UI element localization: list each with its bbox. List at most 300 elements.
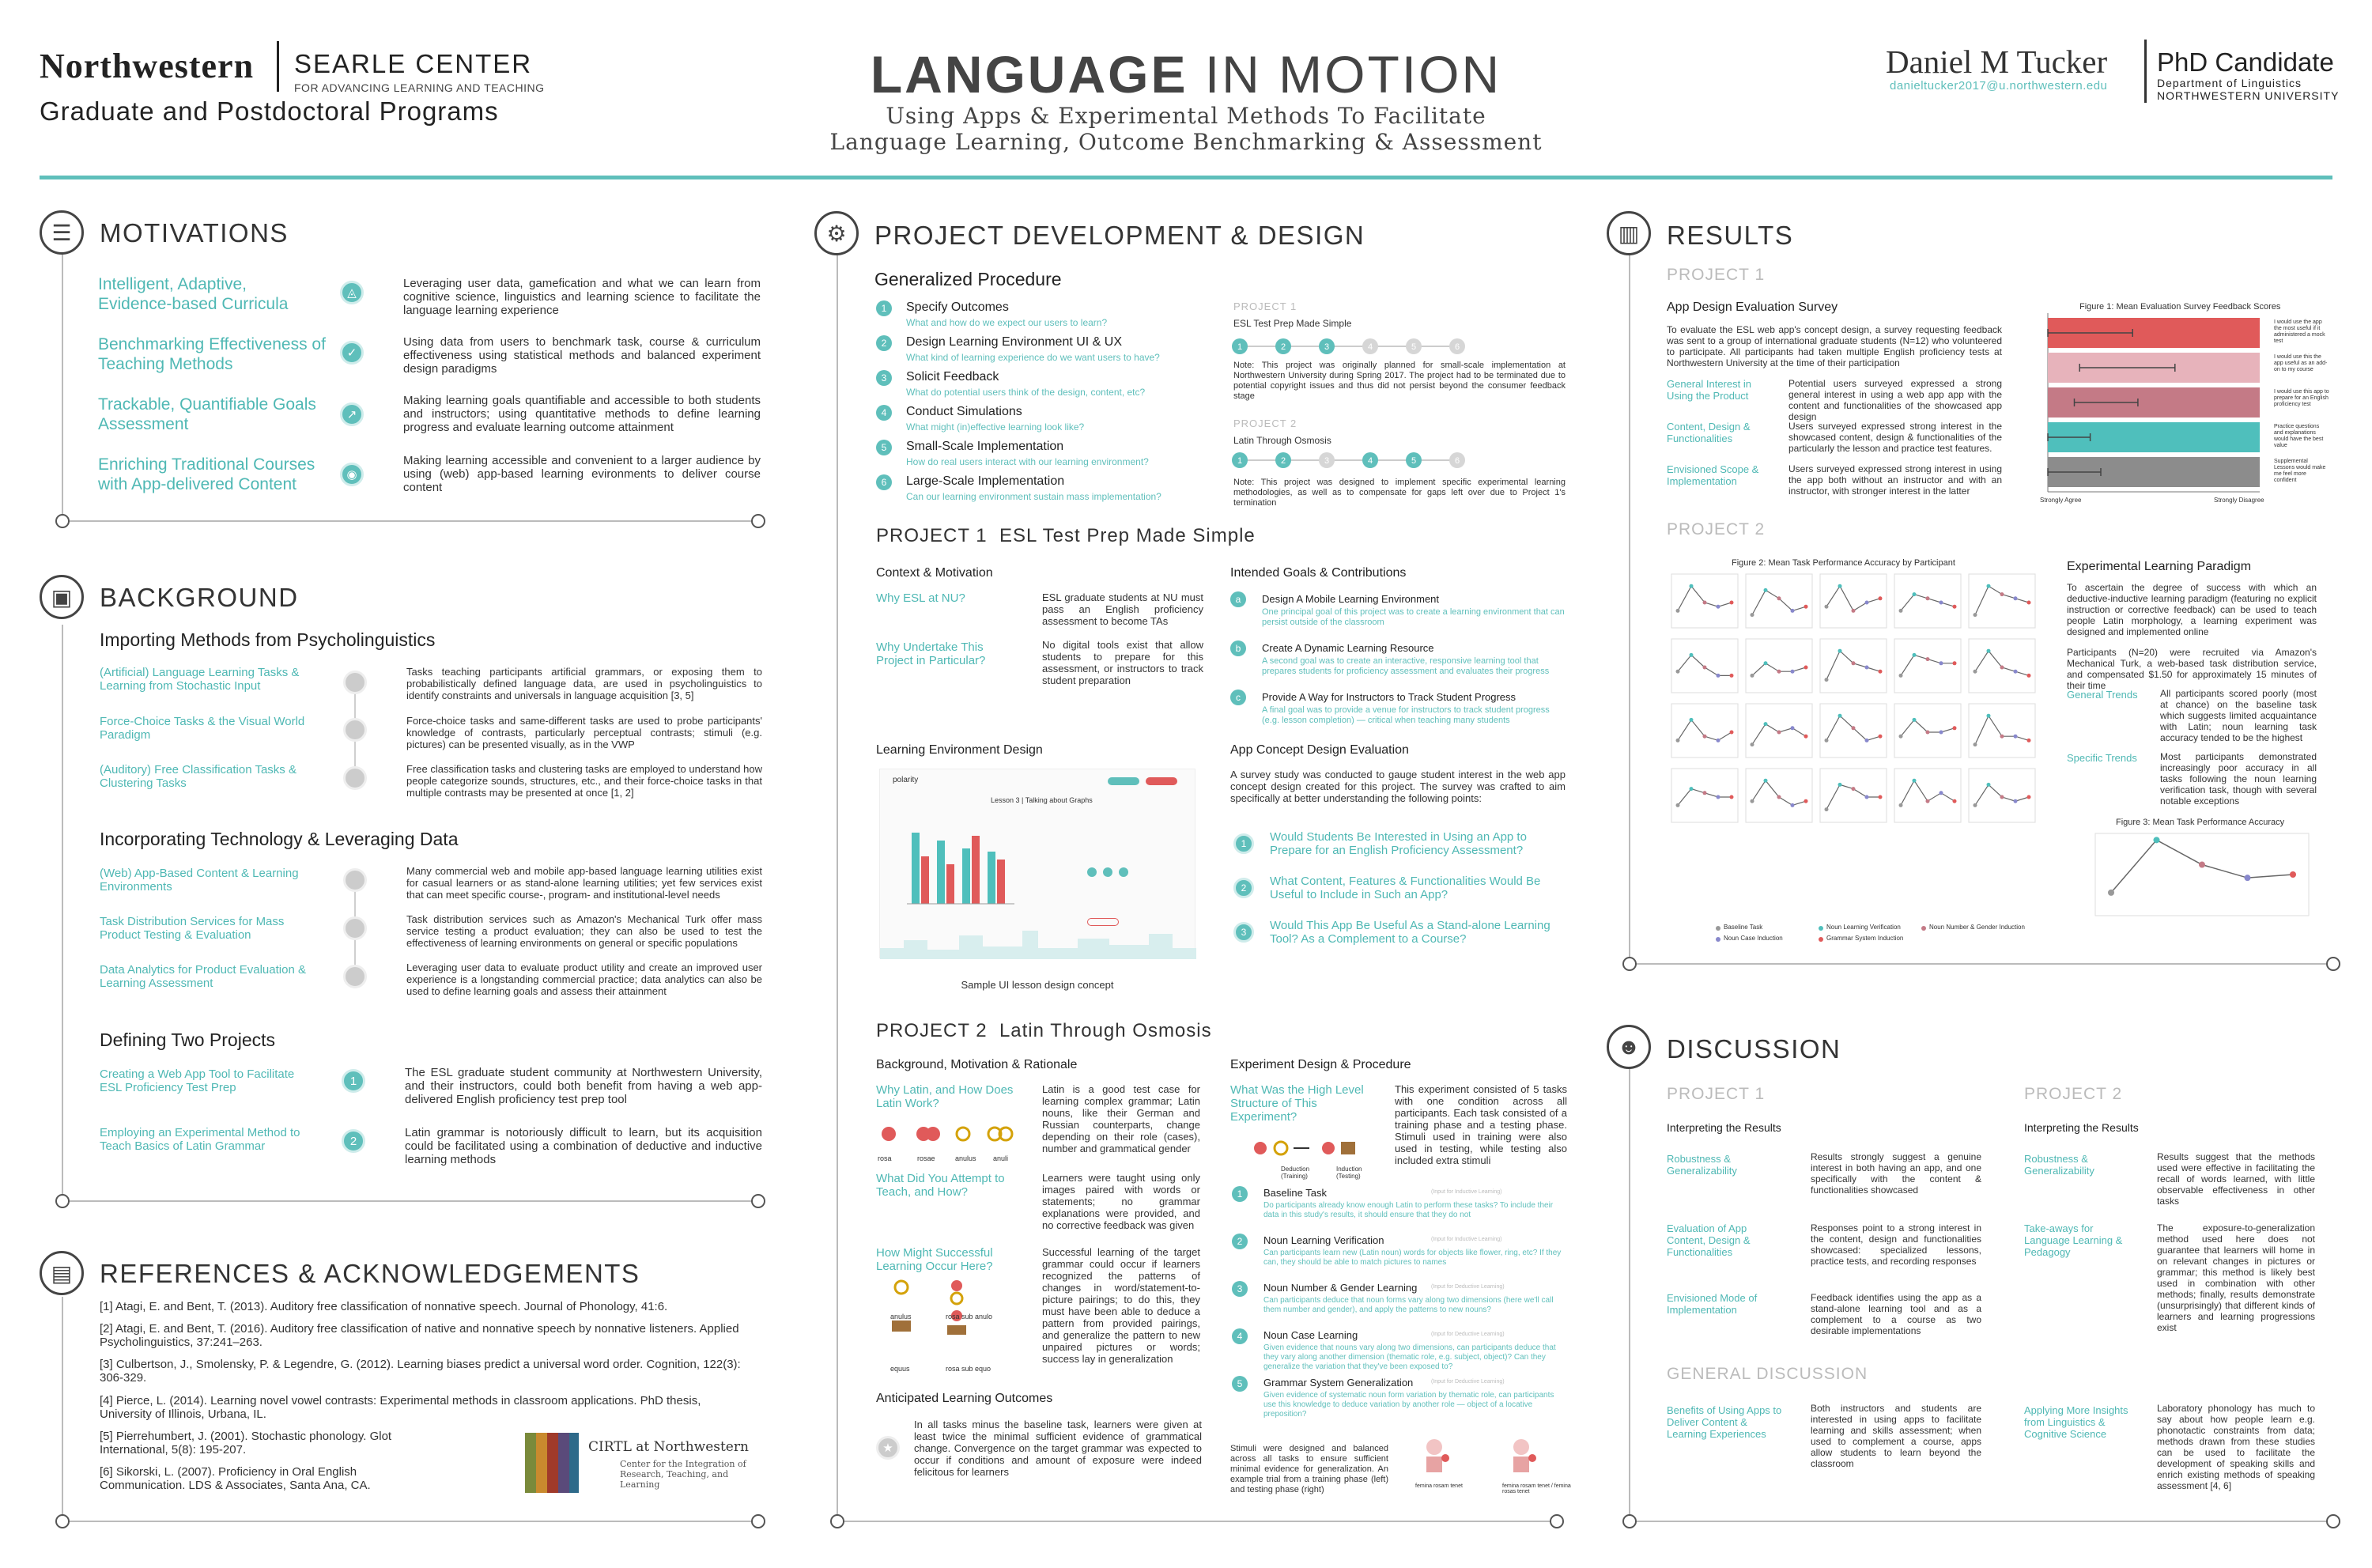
step-title: Solicit Feedback (906, 370, 999, 383)
panel-end-right (1550, 1514, 1564, 1528)
track-step-number: 4 (1367, 456, 1373, 466)
step-subtitle: What might (in)effective learning look like? (906, 421, 1085, 433)
fig2-point (1791, 670, 1795, 674)
bg-label-1: (Artificial) Language Learning Tasks & Learning from Stochastic Input (100, 666, 300, 693)
fig1-legend-item: I would use this the app useful as an add-on to my course (2274, 354, 2328, 372)
track-step-number: 2 (1280, 456, 1286, 466)
fig2-point (2000, 795, 2004, 799)
elp-text-1: To ascertain the degree of success with which an deductive-inductive learning paradigm (featuring no explicit instruction or corrective feedback) can be used to teach people Latin morphology, a learning experiment was designed and implemented online (2067, 582, 2317, 637)
task-title: Noun Case Learning (1263, 1329, 1358, 1341)
fig2-point (1838, 714, 1842, 718)
fig2-point (1974, 670, 1977, 674)
bg-text-7: The ESL graduate student community at Northwestern University, and their instructors, could both benefit from having a web app-delivered English proficiency test prep tool (405, 1066, 762, 1106)
fig2-point (1899, 735, 1903, 739)
timeline-node (343, 916, 367, 940)
bg-subtitle-3: Defining Two Projects (100, 1030, 276, 1050)
fig2-point (1838, 783, 1842, 787)
fig2-point (1764, 779, 1768, 783)
goal-letter: a (1230, 591, 1246, 607)
acd-number: 2 (1233, 878, 1254, 898)
globe-icon: ◉ (340, 463, 364, 486)
disc-p2-a-1: Results suggest that the methods used were effective in facilitating the recall of words learned, with little observable effectiveness in other tasks (2157, 1151, 2315, 1207)
ades-a-2: Users surveyed expressed strong interest in the showcased content, design & functionalities of the particularly the lesson and practice test features. (1788, 421, 2002, 454)
fig2-legend-swatch (1819, 926, 1823, 931)
fig2-point (1777, 670, 1781, 674)
fig2-point (1717, 605, 1720, 609)
fig1-chart (2040, 313, 2269, 500)
panel-end-left (1622, 957, 1637, 971)
step-number: 5 (876, 440, 892, 455)
fig2-point (1777, 795, 1781, 799)
bg-text-3: Free classification tasks and clustering tasks are employed to understand how people categorize sounds, structures, etc., and their force-choice tasks in that multiple contrasts may be presented at once [1, 2] (406, 763, 762, 799)
motivation-label-2: Benchmarking Effectiveness of Teaching Methods (98, 335, 326, 373)
bmr-q-1: Why Latin, and How Does Latin Work? (876, 1083, 1014, 1110)
fig2-point (1879, 795, 1883, 799)
fig2-panel (1820, 769, 1887, 822)
latin-word-5: anulus (890, 1313, 912, 1321)
results-p2-label: PROJECT 2 (1667, 520, 1766, 538)
project-1-node: 1 (342, 1069, 365, 1093)
app-concept-text: A survey study was conducted to gauge student interest in the web app concept design created for this project. The survey was crafted to aim specifically at better understanding the following points: (1230, 769, 1566, 804)
timeline-node (343, 766, 367, 790)
latin-word-2: rosae (917, 1154, 935, 1162)
fig2-point (1751, 799, 1754, 803)
project-1-heading (876, 525, 1256, 547)
author-department (2157, 77, 2339, 102)
fig2-point (1751, 674, 1754, 678)
bg-label-2: Force-Choice Tasks & the Visual World Paradigm (100, 715, 305, 742)
fig2-point (1777, 596, 1781, 600)
fig2-point (1899, 803, 1903, 807)
subtitle-line-2: Language Learning, Outcome Benchmarking & Assessment (829, 129, 1543, 155)
acd-number: 1 (1233, 833, 1254, 854)
bg-subtitle-2: Incorporating Technology & Leveraging Data (100, 829, 459, 849)
fig2-legend-item: Noun Number & Gender Induction (1929, 924, 2025, 931)
step-title: Small-Scale Implementation (906, 440, 1064, 453)
fig2-point (1852, 726, 1856, 730)
disc-p1-q-1: Robustness & Generalizability (1667, 1153, 1737, 1177)
timeline-node (343, 868, 367, 892)
track-step-number: 1 (1237, 456, 1243, 466)
alo-text: In all tasks minus the baseline task, learners were given at least twice the minimal sufficient evidence of grammatical change. Convergence on the target grammar was expected to occur if conditions and amount of exposure were indeed felicitous for learners (914, 1419, 1202, 1478)
bmr-a-3: Successful learning of the target grammar could occur if learners recognized the patterns of changes in word/statement-to-picture pairings; to do this, they must have been able to deduce a pattern from provided pairings, and generalize the pattern to new unpaired pictures or words; success lay in generalization (1042, 1246, 1200, 1365)
disc-p2-q-2: Take-aways for Language Learning & Pedagogy (2024, 1222, 2123, 1258)
fig2-point (1940, 601, 1943, 605)
deduction-induction-diagram (1249, 1139, 1376, 1162)
task-tag: (Input for Deductive Learning) (1431, 1284, 1505, 1290)
track-step-number: 4 (1367, 342, 1373, 352)
author-name: Daniel M Tucker (1886, 43, 2108, 80)
trial-label-testing: femina rosam tenet / femina rosas tenet (1502, 1483, 1571, 1494)
acd-question: Would This App Be Useful As a Stand-alone Learning Tool? As a Complement to a Course? (1270, 919, 1550, 946)
fig3-point (2245, 875, 2251, 881)
fig2-point (1926, 799, 1930, 803)
bmr-title: Background, Motivation & Rationale (876, 1058, 1078, 1071)
task-number: 4 (1232, 1328, 1248, 1344)
disc-p2-a-2: The exposure-to-generalization method used here does not guarantee that learners will home in on relevant changes in pictures or grammar; this method is likely best used in combination with other methods; finally, results demonstrate (unsurprisingly) that different kinds of learners and learning progressions exist (2157, 1222, 2315, 1333)
bg-text-6: Leveraging user data to evaluate product utility and create an improved user experience is a longstanding commercial practice; data analytics can also be used to define learning goals and assess their attainment (406, 962, 762, 997)
p2-progress-track (1230, 449, 1467, 471)
fig2-point (1703, 791, 1707, 795)
fig2-point (1690, 584, 1694, 588)
fig2-point (1974, 803, 1977, 807)
fig2-point (1791, 803, 1795, 807)
fig2-legend-swatch (1716, 926, 1720, 931)
fig2-point (1852, 609, 1856, 613)
northwestern-logo: Northwestern (40, 47, 255, 85)
ades-title: App Design Evaluation Survey (1667, 300, 1838, 314)
latin-word-1: rosa (878, 1154, 892, 1162)
fig2-point (1913, 653, 1917, 657)
task-subtitle: Can participants learn new (Latin noun) words for objects like flower, ring, etc? If they can, they should be able to match pictures to names (1263, 1249, 1562, 1267)
ui-caption: Sample UI lesson design concept (961, 979, 1114, 991)
app-concept-title: App Concept Design Evaluation (1230, 743, 1409, 757)
bg-text-4: Many commercial web and mobile app-based language learning utilities exist for casual learners or as stand-alone learning utilities; yet few services exist that can meet specific course-, program- and institutional-level needs (406, 865, 762, 901)
panel-end-right (751, 1514, 765, 1528)
task-subtitle: Given evidence of systematic noun form variation by thematic role, can participants use this knowledge to deduce variation by another role — object of a locative preposition? (1263, 1391, 1554, 1419)
author-role: PhD Candidate (2157, 47, 2334, 77)
fig1-axis-left: Strongly Agree (2040, 497, 2082, 504)
motivation-label-1: Intelligent, Adaptive, Evidence-based Curricula (98, 275, 289, 313)
fig2-point (1764, 588, 1768, 592)
discussion-title: DISCUSSION (1667, 1034, 1841, 1064)
fig2-point (1676, 609, 1680, 613)
fig1-legend-item: Supplemental Lessons would make me feel more confident (2274, 459, 2326, 483)
cirtl-name: CIRTL at Northwestern (588, 1439, 749, 1455)
step-number: 2 (876, 335, 892, 351)
disc-p1-a-2: Responses point to a strong interest in the content, design and functionalities showcased: specialized lessons, practice tests, and recording responses (1811, 1222, 1981, 1267)
panel-end-left (830, 1514, 844, 1528)
elp-text-2: Participants (N=20) were recruited via Amazon's Mechanical Turk, a web-based task distribution service, and compensated $1.50 for approximately 15 minutes of their time (2067, 647, 2317, 691)
general-discussion-title: GENERAL DISCUSSION (1667, 1365, 1868, 1383)
task-number: 1 (1232, 1186, 1248, 1202)
bg-label-5: Task Distribution Services for Mass Product Testing & Evaluation (100, 915, 285, 942)
fig1-axis-right: Strongly Disagree (2214, 497, 2264, 504)
track-step-number: 6 (1454, 456, 1460, 466)
fig2-point (1751, 613, 1754, 617)
p2-mini-label: PROJECT 2 (1233, 418, 1297, 429)
gen-a-1: Both instructors and students are interested in using apps to facilitate learning and skills assessment; when used to complement a course, apps allow students to learn beyond the classroom (1811, 1403, 1981, 1469)
fig2-panel (1894, 769, 1961, 822)
bg-text-5: Task distribution services such as Amazon's Mechanical Turk offer mass service testing a product evaluation; they can also be used to test the effectiveness of learning environments on general or specific populations (406, 913, 762, 949)
fig2-point (1974, 613, 1977, 617)
acd-question: Would Students Be Interested in Using an App to Prepare for an English Proficiency Assessment? (1270, 830, 1527, 857)
motivation-label-3: Trackable, Quantifiable Goals Assessment (98, 395, 316, 433)
gen-a-2: Laboratory phonology has much to say about how people learn e.g. phonotactic constraints from data; methods drawn from these studies can be used to facilitate the development of speaking skills and enrich existing methods of speaking assessment [4, 6] (2157, 1403, 2315, 1491)
p2-note: Note: This project was designed to implement specific experimental learning methodologies, as well as to compensate for gaps left over due to Project 1's termination (1233, 478, 1566, 508)
fig2-panel (1894, 574, 1961, 628)
latin-word-8: rosa sub equo (946, 1365, 991, 1373)
fig3-title: Figure 3: Mean Task Performance Accuracy (2116, 818, 2285, 827)
ui-nav-button[interactable] (1146, 777, 1177, 785)
bg-text-1: Tasks teaching participants artificial grammars, or exposing them to probabilistically defined language data, are used in psycholinguistics to identify constraints and universals in language acquisition [3, 5] (406, 666, 762, 701)
fig2-point (1804, 735, 1808, 739)
cm-q-1: Why ESL at NU? (876, 591, 965, 605)
bg-label-8: Employing an Experimental Method to Teach Basics of Latin Grammar (100, 1126, 300, 1153)
searle-center-name: SEARLE CENTER (294, 49, 533, 78)
fig2-point (2027, 795, 2031, 799)
elp-a-1: All participants scored poorly (most at chance) on the baseline task which suggests limited acquaintance with Latin; noun learning task accuracy tended to be the highest (2160, 688, 2317, 743)
project-dev-title: PROJECT DEVELOPMENT & DESIGN (874, 221, 1365, 250)
bmr-a-1: Latin is a good test case for learning complex grammar; Latin nouns, like their German and Russian counterparts, change depending on their role (cases), number and grammatical gender (1042, 1083, 1200, 1154)
panel-end-right (2326, 1514, 2340, 1528)
fig2-point (1717, 674, 1720, 678)
fig1-legend-item: I would use this app to prepare for an English proficiency test (2274, 389, 2329, 407)
bg-label-4: (Web) App-Based Content & Learning Environments (100, 867, 299, 894)
fig2-point (1825, 678, 1829, 682)
ui-skyline-decoration (880, 924, 1196, 959)
gen-q-1: Benefits of Using Apps to Deliver Content & Learning Experiences (1667, 1404, 1782, 1440)
fig2-point (1825, 807, 1829, 811)
fig2-point (2027, 601, 2031, 605)
fig2-point (1852, 787, 1856, 791)
task-tag: (Input for Deductive Learning) (1431, 1379, 1505, 1385)
elp-a-2: Most participants demonstrated increasingly poor accuracy in all tasks following the noun learning verification task, though with several notable exceptions (2160, 751, 2317, 807)
motivation-text-2: Using data from users to benchmark task, course & curriculum effectiveness using statistical methods and balanced experiment design paradigms (403, 335, 761, 376)
fig2-point (1703, 601, 1707, 605)
panel-end-right (751, 1194, 765, 1208)
fig2-panel (1820, 704, 1887, 758)
ui-mic-button[interactable] (1119, 867, 1128, 877)
project-1-tag: PROJECT 1 (876, 525, 988, 546)
fig2-point (1690, 653, 1694, 657)
fig2-point (1804, 666, 1808, 670)
motivation-text-3: Making learning goals quantifiable and accessible to both students and instructors; using quantitative methods to define learning progress and evaluate learning outcome attainment (403, 394, 761, 434)
step-subtitle: How do real users interact with our learning environment? (906, 456, 1149, 467)
fig2-point (2027, 739, 2031, 742)
bg-label-3: (Auditory) Free Classification Tasks & Clustering Tasks (100, 763, 296, 790)
fig2-point (1940, 661, 1943, 665)
project-2-name: Latin Through Osmosis (999, 1020, 1212, 1041)
brain-icon: ◬ (340, 281, 364, 304)
disc-p1-a-3: Feedback identifies using the app as a stand-alone learning tool and as a complement to a course as two desirable implementations (1811, 1292, 1981, 1336)
fig2-point (1940, 731, 1943, 735)
fig2-point (1838, 584, 1842, 588)
fig2-point (1730, 601, 1734, 605)
latin-word-7: equus (890, 1365, 910, 1373)
fig2-point (1825, 605, 1829, 609)
disc-p2-interp: Interpreting the Results (2024, 1121, 2139, 1134)
goal-title: Create A Dynamic Learning Resource (1262, 642, 1434, 654)
ades-q-3: Envisioned Scope & Implementation (1667, 463, 1759, 487)
ui-mic-button[interactable] (1087, 867, 1097, 877)
task-title: Noun Number & Gender Learning (1263, 1282, 1418, 1294)
task-tag: (Input for Inductive Learning) (1431, 1189, 1502, 1195)
timeline-node (343, 671, 367, 694)
goals-title: Intended Goals & Contributions (1230, 566, 1407, 580)
reference-1: [1] Atagi, E. and Bent, T. (2013). Auditory free classification of nonnative speech. Journal of Phonology, 41:6. (100, 1300, 668, 1313)
fig3-point (2290, 871, 2296, 878)
goal-letter: b (1230, 640, 1246, 656)
bg-text-2: Force-choice tasks and same-different tasks are used to probe participants' knowledge of contrasts, particularly perceptual contrasts; stimuli (e.g. pictures) can be presented visually, as in the VWP (406, 715, 762, 750)
fig2-point (1865, 601, 1869, 605)
fig2-title: Figure 2: Mean Task Performance Accuracy by Participant (1732, 558, 1955, 568)
bmr-a-2: Learners were taught using only images paired with words or statements; no grammar explanations were provided, and no corrective feedback was given (1042, 1172, 1200, 1231)
goal-letter: c (1230, 690, 1246, 705)
ades-text: To evaluate the ESL web app's concept design, a survey requesting feedback was sent to a group of international graduate students (N=12) who volunteered to participate. All participants had taken multiple English proficiency tests at Northwestern University at the time of their participation (1667, 324, 2002, 368)
goal-subtitle: One principal goal of this project was to create a learning environment that can persist outside of the classroom (1262, 607, 1565, 627)
fig1-legend-item: I would use the app the most useful if it administered a mock test (2274, 319, 2325, 344)
context-motivation-title: Context & Motivation (876, 566, 993, 580)
fig2-point (1987, 783, 1991, 787)
ui-nav-button[interactable] (1108, 777, 1139, 785)
bg-text-8: Latin grammar is notoriously difficult to learn, but its acquisition could be facilitated using a combination of deductive and inductive learning methods (405, 1126, 762, 1166)
fig2-point (2000, 666, 2004, 670)
reference-2: [2] Atagi, E. and Bent, T. (2016). Auditory free classification of native and nonnative speech by nonnative listeners. Applied Psycholinguistics, 37:241–263. (100, 1322, 739, 1349)
fig2-point (1804, 799, 1808, 803)
step-number: 4 (876, 405, 892, 421)
fig2-point (1791, 726, 1795, 730)
fig2-point (1852, 661, 1856, 665)
fig1-legend-item: Practice questions and explanations would have the best value (2274, 424, 2324, 448)
step-number: 3 (876, 370, 892, 386)
motivation-text-4: Making learning accessible and convenient to a larger audience by using (web) app-based learning evironments to deliver course content (403, 454, 761, 494)
fig3-point (2108, 890, 2114, 896)
p2-mini-name: Latin Through Osmosis (1233, 435, 1331, 446)
fig2-point (1703, 666, 1707, 670)
panel-end-left (55, 514, 70, 528)
fig2-panel (1820, 639, 1887, 693)
fig1-title: Figure 1: Mean Evaluation Survey Feedback Scores (2079, 302, 2281, 312)
task-title: Baseline Task (1263, 1187, 1327, 1199)
track-step-number: 5 (1411, 456, 1417, 466)
fig2-point (1717, 795, 1720, 799)
fig2-point (1825, 739, 1829, 742)
fig2-point (1953, 799, 1957, 803)
panel-end-right (2326, 957, 2340, 971)
fig2-point (1676, 670, 1680, 674)
fig2-panel (1746, 639, 1812, 693)
fig2-point (1703, 735, 1707, 739)
gen-q-2: Applying More Insights from Linguistics & Cognitive Science (2024, 1404, 2128, 1440)
fig2-small-multiples (1667, 569, 2046, 917)
task-title: Noun Learning Verification (1263, 1234, 1384, 1246)
fig3-point (2199, 862, 2205, 868)
fig2-point (2014, 670, 2018, 674)
fig2-point (1838, 649, 1842, 653)
fig2-point (2000, 592, 2004, 596)
task-number: 2 (1232, 1234, 1248, 1249)
elp-title: Experimental Learning Paradigm (2067, 560, 2252, 573)
fig2-point (2000, 735, 2004, 739)
p1-mini-label: PROJECT 1 (1233, 300, 1297, 312)
ui-mic-button[interactable] (1103, 867, 1112, 877)
fig2-point (1926, 596, 1930, 600)
track-step-number: 3 (1324, 456, 1330, 466)
disc-p1-q-2: Evaluation of App Content, Design & Functionalities (1667, 1222, 1751, 1258)
stimuli-text: Stimuli were designed and balanced across all tasks to ensure sufficient minimal evidence for generalization. An example trial from a training phase (left) and testing phase (right) (1230, 1444, 1388, 1494)
fig2-legend-item: Noun Case Induction (1724, 935, 1783, 942)
induction-label: Induction (Testing) (1336, 1166, 1362, 1180)
fig2-point (2014, 596, 2018, 600)
motivations-title: MOTIVATIONS (100, 218, 289, 247)
fig2-point (1879, 735, 1883, 739)
searle-center-subtitle: FOR ADVANCING LEARNING AND TEACHING (294, 81, 545, 94)
step-subtitle: What kind of learning experience do we want users to have? (906, 352, 1160, 363)
author-email[interactable]: danieltucker2017@u.northwestern.edu (1890, 79, 2108, 93)
goal-title: Provide A Way for Instructors to Track Student Progress (1262, 691, 1516, 703)
task-title: Grammar System Generalization (1263, 1377, 1414, 1389)
fig2-point (1865, 666, 1869, 670)
cirtl-subtitle: Center for the Integration of Research, Teaching, and Learning (620, 1459, 746, 1490)
fig2-point (1730, 795, 1734, 799)
fig2-point (1764, 722, 1768, 726)
chart-icon: ↗ (340, 402, 364, 426)
fig2-legend-item: Noun Learning Verification (1826, 924, 1901, 931)
fig2-panel (1894, 639, 1961, 693)
dept-line-1: Department of Linguistics (2157, 77, 2302, 89)
fig2-point (1777, 731, 1781, 735)
fig2-point (1953, 661, 1957, 665)
step-number: 6 (876, 474, 892, 490)
fig2-point (1764, 661, 1768, 665)
background-title: BACKGROUND (100, 583, 299, 612)
ades-q-2: Content, Design & Functionalities (1667, 421, 1751, 444)
bg-label-7: Creating a Web App Tool to Facilitate ESL Proficiency Test Prep (100, 1067, 295, 1094)
fig2-point (1879, 670, 1883, 674)
ui-lesson-title: Lesson 3 | Talking about Graphs (991, 796, 1093, 804)
cm-q-2: Why Undertake This Project in Particular? (876, 640, 986, 667)
latin-word-3: anulus (955, 1154, 976, 1162)
trial-label-training: femina rosam tenet (1415, 1483, 1463, 1489)
fig2-point (1717, 739, 1720, 742)
ades-q-1: General Interest in Using the Product (1667, 378, 1751, 402)
task-subtitle: Do participants already know enough Latin to perform these tasks? To include their data in this study's results, it should ensure that they do not (1263, 1201, 1554, 1219)
fig2-point (1730, 731, 1734, 735)
fig2-point (1953, 605, 1957, 609)
subtitle-line-1: Using Apps & Experimental Methods To Facilitate (886, 103, 1486, 129)
poster-subtitle (0, 103, 2372, 155)
fig2-point (1987, 584, 1991, 588)
p1-progress-track (1230, 335, 1467, 357)
track-step-number: 6 (1454, 342, 1460, 352)
fig2-point (1953, 726, 1957, 730)
cm-a-1: ESL graduate students at NU must pass an English proficiency assessment to become TAs (1042, 591, 1203, 627)
fig2-panel (1746, 574, 1812, 628)
disc-p2-label: PROJECT 2 (2024, 1085, 2123, 1103)
alo-title: Anticipated Learning Outcomes (876, 1392, 1053, 1405)
track-step-number: 3 (1324, 342, 1330, 352)
fig2-point (1676, 739, 1680, 742)
project-2-heading (876, 1020, 1212, 1042)
deduction-label: Deduction (Training) (1281, 1166, 1310, 1180)
bg-subtitle-1: Importing Methods from Psycholinguistics (100, 629, 436, 650)
fig2-legend-item: Grammar System Induction (1826, 935, 1904, 942)
acd-number: 3 (1233, 922, 1254, 943)
reference-6: [6] Sikorski, L. (2007). Proficiency in Oral English Communication. LDS & Associates, Santa Ana, CA. (100, 1465, 371, 1492)
motivation-text-1: Leveraging user data, gamefication and what we can learn from cognitive science, linguistics and learning science to facilitate the language learning experience (403, 277, 761, 317)
step-subtitle: What do potential users think of the design, content, etc? (906, 387, 1146, 398)
list-icon: ☰ (40, 210, 84, 255)
gear-icon: ⚙ (814, 211, 859, 255)
cirtl-logo-mark (525, 1433, 579, 1493)
elp-q-1: General Trends (2067, 689, 2138, 701)
task-number: 3 (1232, 1281, 1248, 1297)
fig2-point (2027, 674, 2031, 678)
ades-a-3: Users surveyed expressed strong interest in using the app both without an instructor and with an instructor, with stronger interest in the latter (1788, 463, 2002, 497)
ades-a-1: Potential users surveyed expressed a strong general interest in using a web app app with the content and functionalities of the showcased app design (1788, 378, 2002, 422)
title-bold: LANGUAGE (870, 45, 1188, 104)
bmr-q-3: How Might Successful Learning Occur Here? (876, 1246, 993, 1273)
fig3-chart (2079, 829, 2317, 924)
fig2-point (1899, 609, 1903, 613)
ui-logo: polarity (893, 776, 919, 784)
fig2-legend-item: Baseline Task (1724, 924, 1763, 931)
goal-title: Design A Mobile Learning Environment (1262, 593, 1440, 605)
grad-programs: Graduate and Postdoctoral Programs (40, 96, 499, 126)
panel-end-left (55, 1194, 70, 1208)
goal-subtitle: A second goal was to create an interactive, responsive learning tool that prepares students for proficiency assessment and evaluates their progress (1262, 656, 1550, 676)
